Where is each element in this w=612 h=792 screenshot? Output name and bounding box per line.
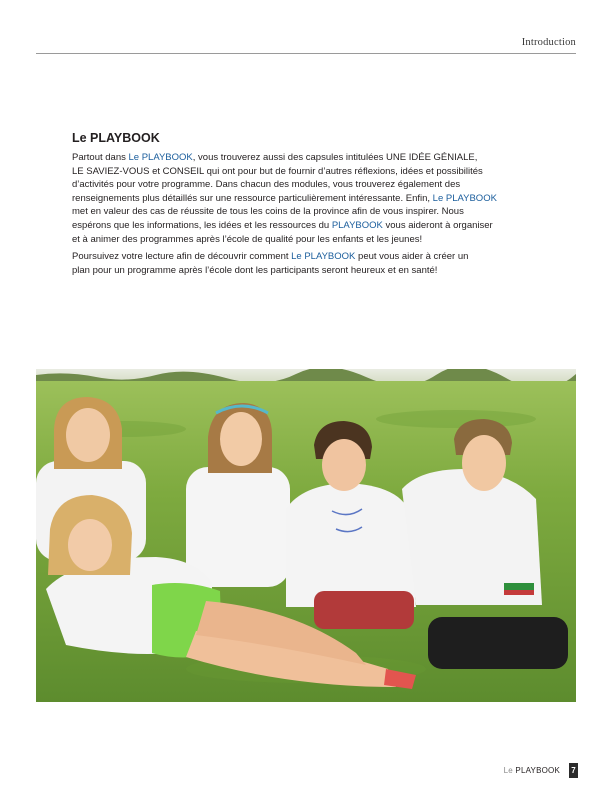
paragraph-line: plan pour un programme après l’école dont les participants seront heureux et en santé!	[72, 264, 438, 276]
text-run: Poursuivez votre lecture afin de découvrir comment	[72, 251, 292, 263]
text-run: espérons que les informations, les idées et les ressources du	[72, 219, 332, 231]
playbook-highlight: PLAYBOOK	[331, 219, 383, 231]
body-text	[72, 151, 497, 281]
paragraph-line: LE SAVIEZ-VOUS et CONSEIL qui ont pour but de fournir d’autres réflexions, idées et possibilités	[72, 165, 483, 177]
footer-brand-le: Le	[503, 766, 513, 775]
text-run: renseignements plus détaillés sur une ressource particulièrement intéressante. Enfin,	[72, 192, 433, 204]
footer-brand-name: PLAYBOOK	[515, 766, 560, 775]
playbook-highlight: Le PLAYBOOK	[432, 192, 497, 204]
paragraph-line	[72, 219, 492, 233]
paragraph-line: et à animer des programmes après l’école de qualité pour les enfants et les jeunes!	[72, 233, 423, 245]
intro-paragraph	[72, 151, 497, 246]
text-run: peut vous aider à créer un	[355, 251, 469, 263]
paragraph-line	[72, 192, 497, 206]
children-group-photo	[36, 369, 576, 702]
section-title: Le PLAYBOOK	[72, 131, 160, 145]
paragraph-line	[72, 250, 492, 264]
header-section-title: Introduction	[521, 37, 576, 48]
playbook-highlight: Le PLAYBOOK	[291, 251, 356, 263]
text-run: vous aideront à organiser	[382, 219, 493, 231]
paragraph-line: d’activités pour votre programme. Dans chacun des modules, vous trouverez également des	[72, 179, 461, 191]
paragraph-line: met en valeur des cas de réussite de tous les coins de la province afin de vous inspirer. Nous	[72, 206, 464, 218]
paragraph-line	[72, 151, 492, 165]
playbook-highlight: Le PLAYBOOK	[128, 152, 193, 163]
text-run: , vous trouverez aussi des capsules intitulées UNE IDÉE GÉNIALE,	[192, 152, 478, 163]
page-number: 7	[569, 763, 578, 778]
text-run: Partout dans	[72, 152, 129, 163]
footer-brand	[504, 766, 560, 775]
header-divider	[36, 53, 576, 54]
closing-paragraph	[72, 250, 492, 277]
